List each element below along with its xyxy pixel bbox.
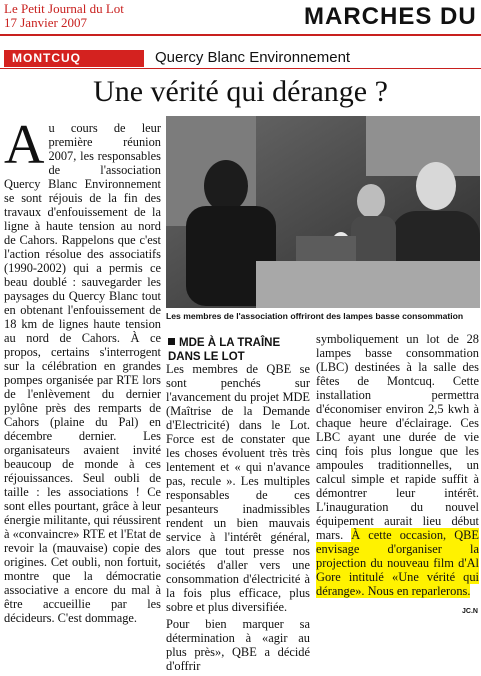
association-name: Quercy Blanc Environnement xyxy=(155,49,351,66)
publication-date: 17 Janvier 2007 xyxy=(4,15,88,30)
meeting-photo-image xyxy=(166,116,480,308)
masthead-rule xyxy=(0,34,481,36)
paragraph xyxy=(316,332,479,598)
section-title: MARCHES DU xyxy=(304,3,477,30)
location-badge: MONTCUQ xyxy=(4,50,144,67)
drop-cap: A xyxy=(4,114,45,176)
paragraph-text: u cours de leur première réunion 2007, les responsables de l'association Quercy Blanc Environnement se sont réjouis de la fin des travaux d'enfouissement de la ligne à haute tension au nord de Cahors. Rappelons que c'est l'action résolue des associatifs (1990-2002) qui a permis ce beau doublé : sauvegarder les paysages du Quercy Blanc tout en obtenant l'enfouissement de 18 km de lignes haute tension au nord de Cahors. À ce propos, certains s'interrogent sur la célébration en grandes pompes organisée par RTE lors de l'enlèvement du dernier pylône près des remparts de Cahors (plaine du Pal) en décembre dernier. Les organisateurs avaient invité beaucoup de monde à ces réjouissances. Seul oubli de taille : les associations ! Ce sont elles pourtant, grâce à leur énergie militante, qui réussirent à «convaincre» RTE et l'Etat de revoir la (mauvaise) copie des origines. Cet oubli, non fortuit, montre que la démocratie associative a encore du mal à être accueillie par les décideurs. C'est dommage. xyxy=(4,121,161,625)
photo-caption: Les membres de l'association offriront des lampes basse consommation xyxy=(166,311,464,321)
article-column-1 xyxy=(4,114,161,628)
author-credit: JC.N xyxy=(462,608,478,615)
article-column-2 xyxy=(166,362,310,676)
meeting-photo xyxy=(166,116,480,308)
badge-rule xyxy=(0,68,481,69)
highlighted-text: À cette occasion, QBE envisage d'organiser la projection du nouveau film d'Al Gore intitulé «Une vérité qui dérange». Nous en reparlerons. xyxy=(316,528,479,598)
subhead: MDE À LA TRAÎNE DANS LE LOT xyxy=(168,336,310,364)
headline: Une vérité qui dérange ? xyxy=(93,75,388,108)
publication-header xyxy=(4,2,174,30)
publication-name: Le Petit Journal du Lot xyxy=(4,1,124,16)
paragraph: Les membres de QBE se sont penchés sur l'avancement du projet MDE (Maîtrise de la Demande d'Electricité) dans le Lot. Force est de constater que les choses évoluent très très lentement et « qui n'avance pas, recule ». Les multiples responsables de ces pesanteurs inadmissibles rendent un bien mauvais service à l'intérêt général, alors que tout presse nos sociétés d'aller vers une consommation d'électricité à la fois plus efficace, plus sobre et plus diversifiée. xyxy=(166,362,310,614)
paragraph-text: symboliquement un lot de 28 lampes basse consommation (LBC) destinées à la salle des fêtes de Montcuq. Cette installation permettra d'économiser environ 2,5 kwh à chaque heure d'éclairage. Ces LBC ayant une durée de vie cinq fois plus longue que les ampoules traditionnelles, un calcul simple et rapide suffit à démontrer leur intérêt. L'inauguration du nouvel équipement aurait lieu début mars. xyxy=(316,332,479,542)
article-column-3 xyxy=(316,332,479,601)
paragraph xyxy=(4,114,161,625)
paragraph: Pour bien marquer sa détermination à «agir au plus près», QBE a décidé d'offrir xyxy=(166,617,310,673)
